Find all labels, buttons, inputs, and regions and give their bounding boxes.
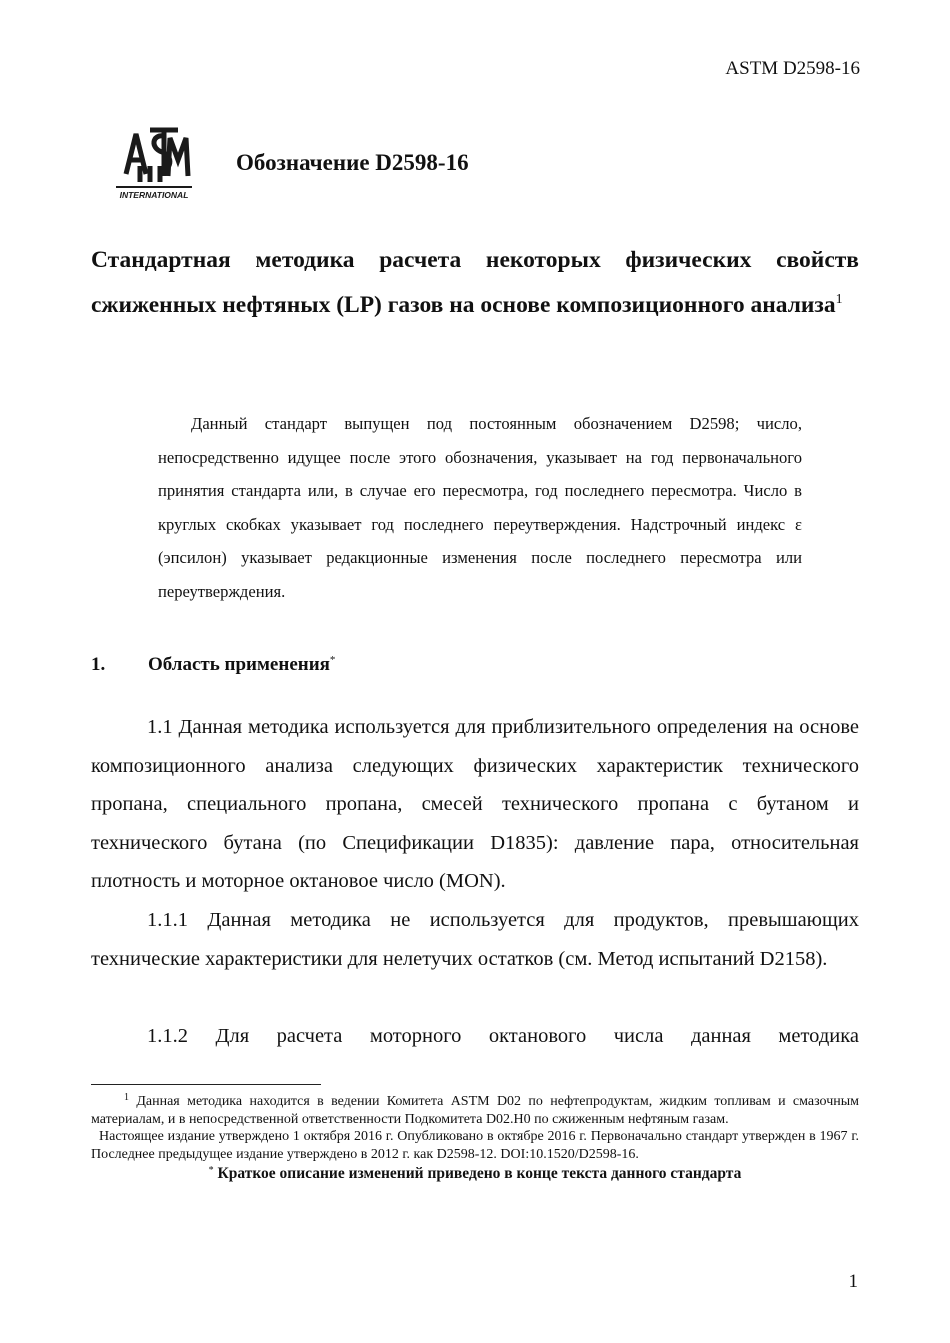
- paragraph-1-1-1: 1.1.1 Данная методика не используется для продуктов, превышающих технические характеристики для нелетучих остатков (см. Метод испытаний D2158).: [91, 909, 859, 970]
- astm-international-logo: [112, 126, 196, 202]
- footnote-2: Настоящее издание утверждено 1 октября 2016 г. Опубликовано в октябре 2016 г. Первоначально стандарт утвержден в 1967 г. Последнее предыдущее издание утверждено в 2012 г. как D2598-12. DOI:10.1520/D2598-16.: [91, 1129, 859, 1162]
- footnote-3: [91, 1165, 859, 1183]
- section-mark: *: [329, 654, 336, 666]
- section-title: Область применения: [148, 654, 330, 675]
- designation-heading: Обозначение D2598-16: [236, 150, 469, 175]
- footnote-1-mark: 1: [124, 1092, 129, 1103]
- page-number: 1: [848, 1271, 858, 1292]
- footnote-divider: [91, 1084, 321, 1085]
- logo-text-international: INTERNATIONAL: [119, 190, 189, 200]
- paragraph-1-1-2: 1.1.2 Для расчета моторного октанового числа данная методика: [147, 1025, 859, 1047]
- section-number: 1.: [91, 654, 106, 675]
- footnote-1-text: Данная методика находится в ведении Комитета ASTM D02 по нефтепродуктам, жидким топливам и смазочным материалам, и в непосредственной ответственности Подкомитета D02.H0 по сжиженным нефтяным газам.: [91, 1094, 859, 1127]
- paragraph-1-1: 1.1 Данная методика используется для приблизительного определения на основе композиционного анализа следующих физических характеристик технического пропана, специального пропана, смесей технического пропана с бутаном и технического бутана (по Спецификации D1835): давление пара, относительная плотность и моторное октановое число (MON).: [91, 716, 859, 892]
- designation-notice: Данный стандарт выпущен под постоянным обозначением D2598; число, непосредственно идущее после этого обозначения, указывает на год первоначального принятия стандарта или, в случае его пересмотра, год последнего пересмотра. Число в круглых скобках указывает год последнего переутверждения. Надстрочный индекс ε (эпсилон) указывает редакционные изменения после последнего пересмотра или переутверждения.: [158, 414, 802, 601]
- footnote-3-mark: *: [208, 1165, 214, 1176]
- title-footnote-mark: 1: [835, 292, 843, 307]
- footnotes: [91, 1093, 859, 1183]
- document-code: ASTM D2598-16: [725, 58, 860, 79]
- footnote-3-text: Краткое описание изменений приведено в конце текста данного стандарта: [217, 1165, 742, 1182]
- footnote-1: [91, 1093, 859, 1128]
- title-text: Стандартная методика расчета некоторых физических свойств сжиженных нефтяных (LP) газов на основе композиционного анализа: [91, 247, 859, 318]
- section-heading: [91, 654, 335, 676]
- document-title: [91, 238, 859, 328]
